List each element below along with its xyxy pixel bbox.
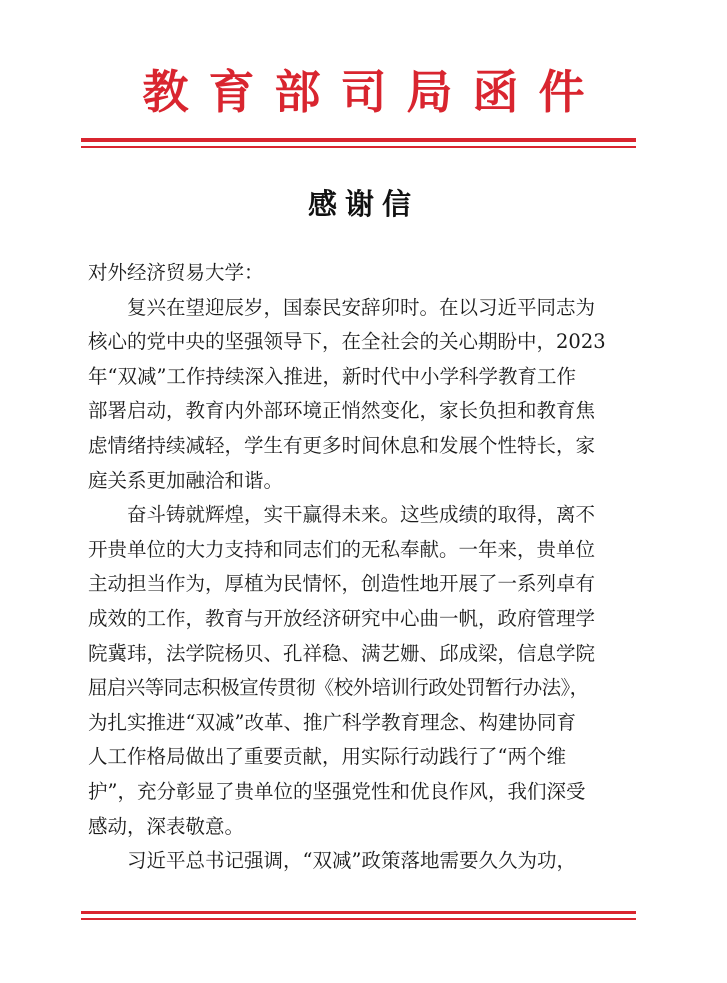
paragraph-line: 人工作格局做出了重要贡献，用实际行动践行了“两个维 (88, 745, 566, 769)
paragraph-line: 开贵单位的大力支持和同志们的无私奉献。一年来，贵单位 (88, 537, 596, 561)
footer-rule-thin (81, 918, 636, 920)
paragraph-line: 复兴在望迎辰岁，国泰民安辞卯时。在以习近平同志为 (127, 295, 596, 319)
paragraph-line: 习近平总书记强调，“双减”政策落地需要久久为功， (127, 849, 576, 873)
paragraph-line: 虑情绪持续减轻，学生有更多时间休息和发展个性特长，家 (88, 433, 596, 457)
paragraph-line: 部署启动，教育内外部环境正悄然变化，家长负担和教育焦 (88, 399, 596, 423)
paragraph-line: 年“双减”工作持续深入推进，新时代中小学科学教育工作 (88, 364, 576, 388)
letter-body (88, 256, 633, 879)
paragraph-1 (88, 291, 633, 499)
letterhead-title: 教育部司局函件 (142, 65, 605, 119)
footer-rule-thick (81, 911, 636, 914)
paragraph-line: 为扎实推进“双减”改革、推广科学教育理念、构建协同育 (88, 710, 576, 734)
paragraph-line: 庭关系更加融洽和谐。 (88, 468, 284, 492)
letterhead-rule-thick (81, 138, 636, 142)
paragraph-line: 屈启兴等同志积极宣传贯彻《校外培训行政处罚暂行办法》， (88, 676, 589, 700)
letterhead-rule-thin (81, 146, 636, 148)
paragraph-line: 主动担当作为，厚植为民情怀，创造性地开展了一系列卓有 (88, 572, 596, 596)
paragraph-2 (88, 498, 633, 844)
paragraph-line: 核心的党中央的坚强领导下，在全社会的关心期盼中，2023 (88, 330, 606, 354)
paragraph-line: 成效的工作，教育与开放经济研究中心曲一帆，政府管理学 (88, 606, 596, 630)
paragraph-line: 奋斗铸就辉煌，实干赢得未来。这些成绩的取得，离不 (127, 503, 596, 527)
paragraph-line: 感动，深表敬意。 (88, 814, 245, 838)
paragraph-line: 院冀玮，法学院杨贝、孔祥稳、满艺姗、邱成梁，信息学院 (88, 641, 596, 665)
salutation: 对外经济贸易大学： (88, 261, 264, 284)
document-title: 感谢信 (307, 187, 419, 221)
paragraph-line: 护”，充分彰显了贵单位的坚强党性和优良作风，我们深受 (88, 779, 586, 803)
paragraph-3 (88, 844, 633, 879)
